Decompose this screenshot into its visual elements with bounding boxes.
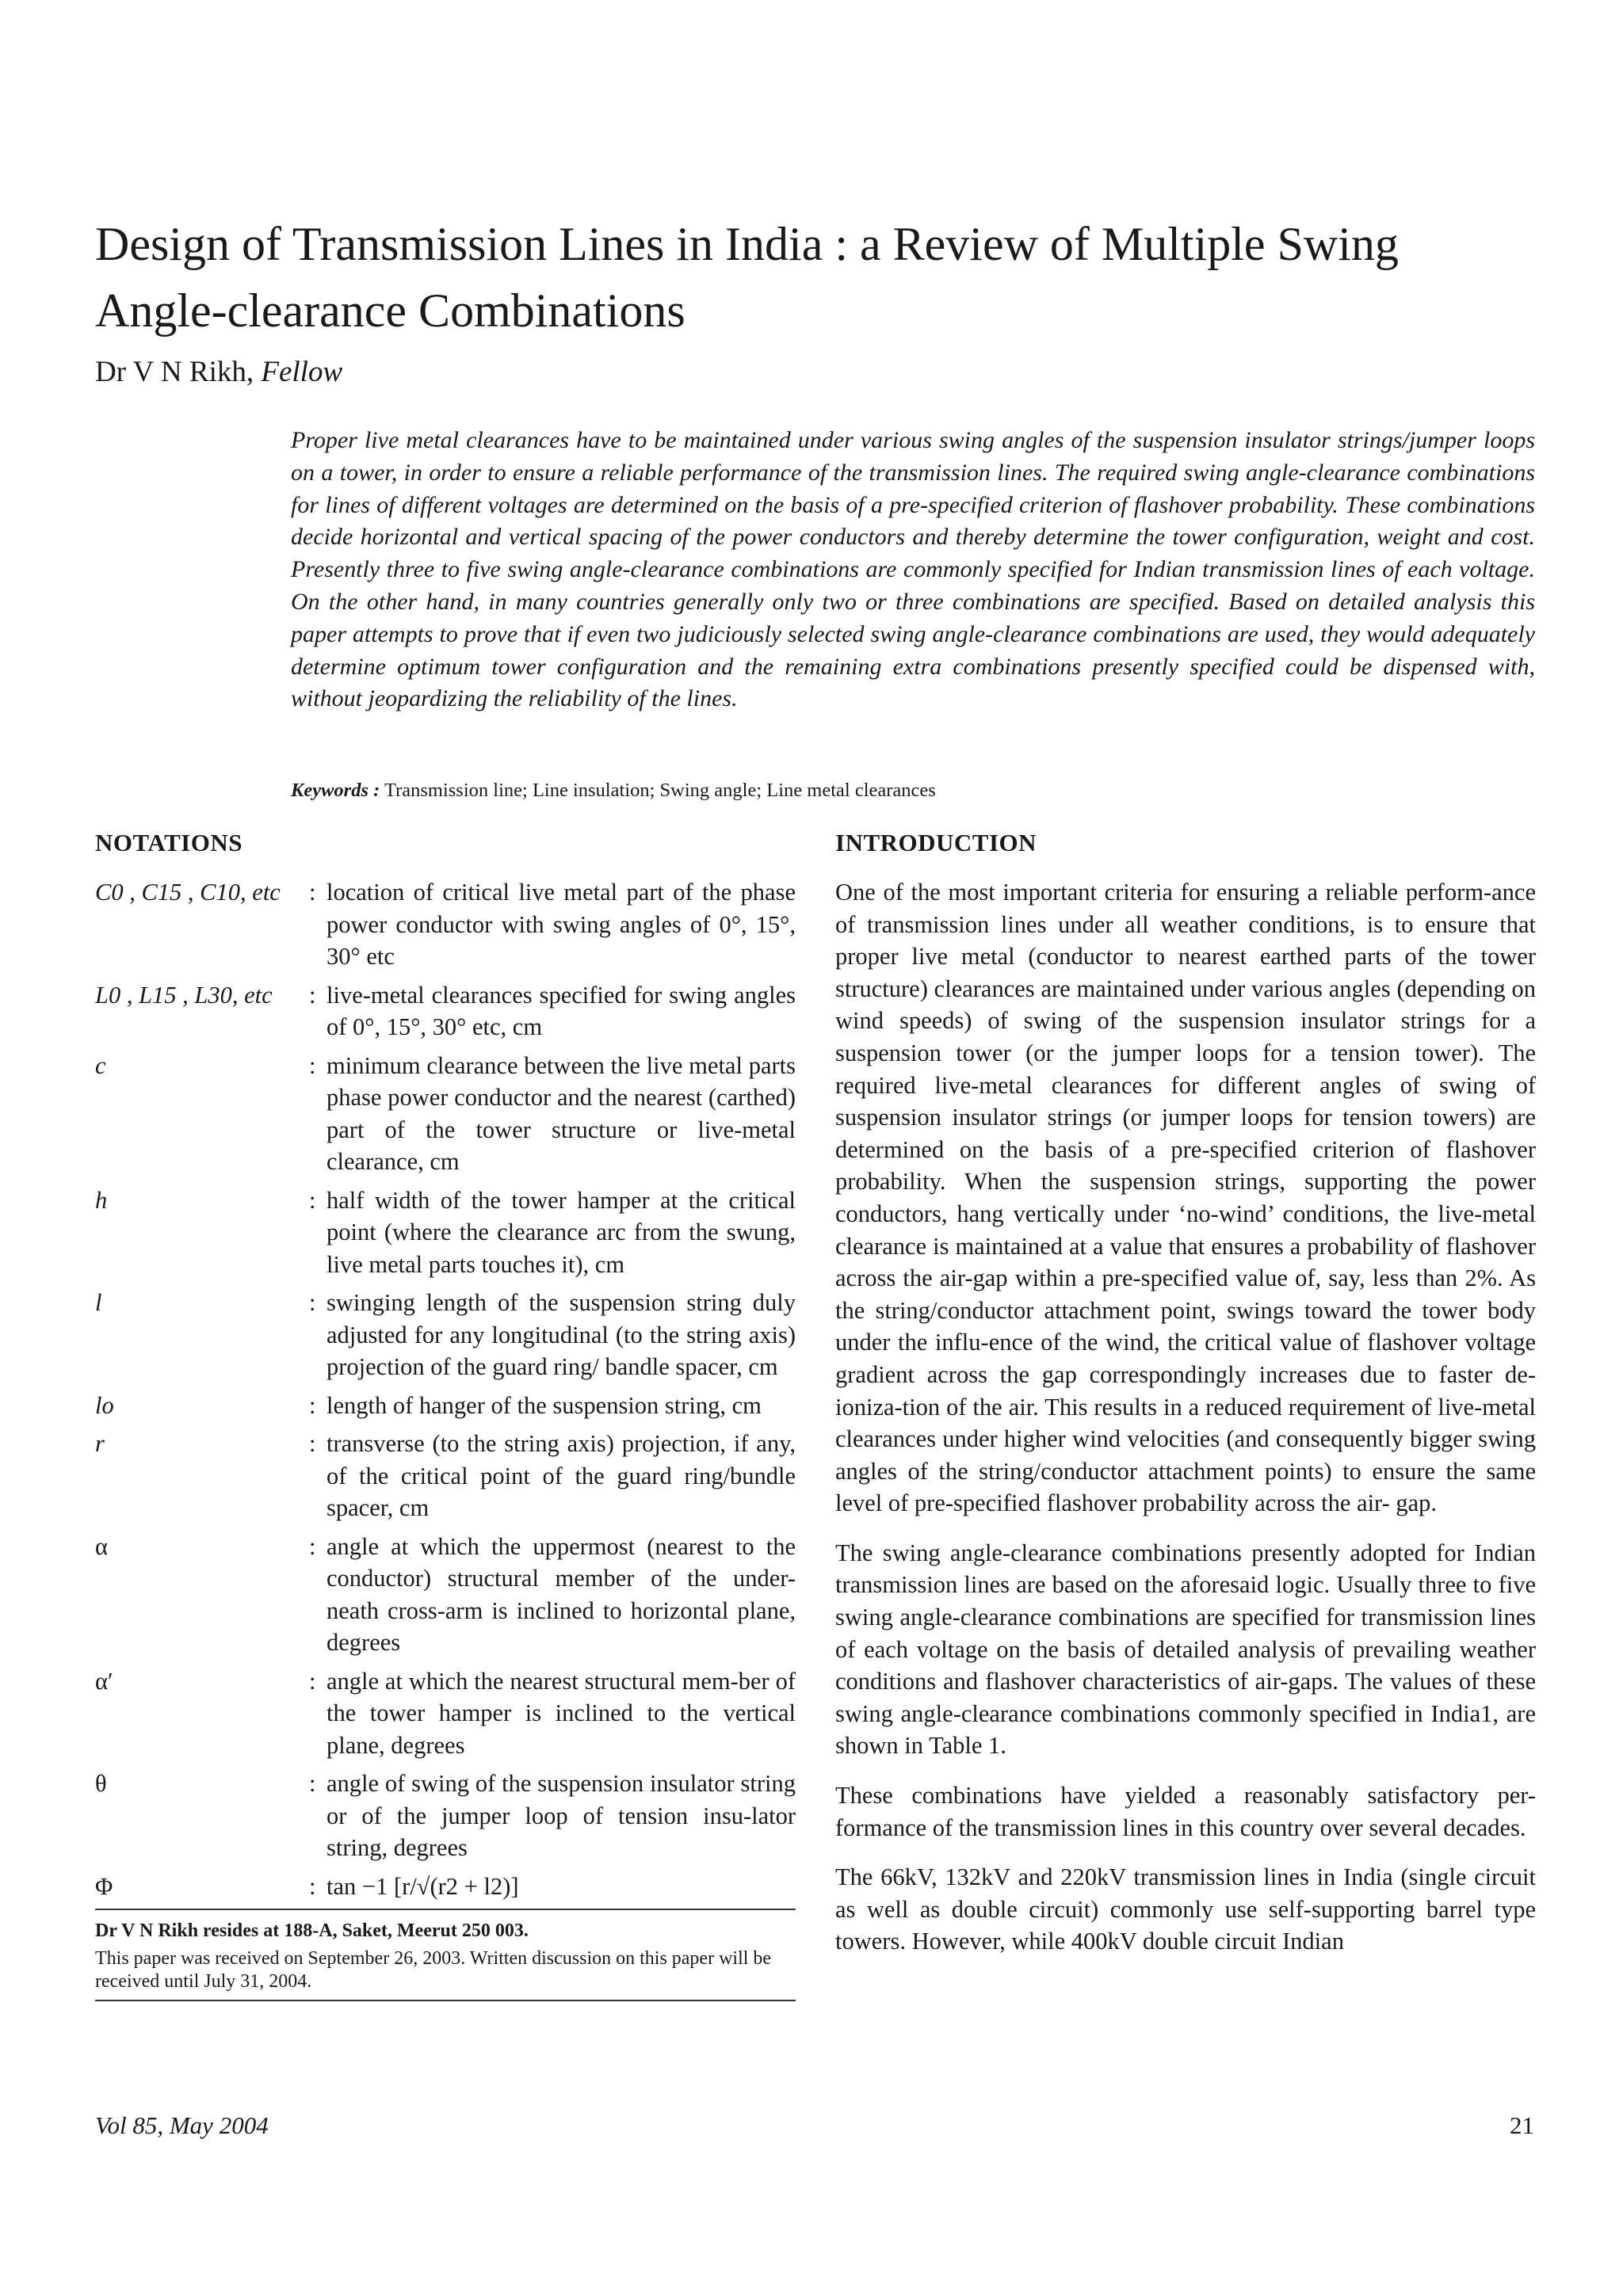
paper-title: Design of Transmission Lines in India : a Review of Multiple Swing Angle-clearance Combinations <box>95 218 1399 337</box>
footnote-divider <box>95 1909 796 1910</box>
notation-row: L0 , L15 , L30, etc : live-metal clearances specified for swing angles of 0°, 15°, 30° etc, cm <box>95 979 796 1043</box>
notation-symbol: lo <box>95 1391 114 1419</box>
keywords-label: Keywords : <box>291 780 380 801</box>
notation-description: tan −1 [r/√(r2 + l2)] <box>327 1872 519 1900</box>
notation-description: angle at which the uppermost (nearest to the conductor) structural member of the under-neath cross-arm is inclined to horizontal plane, degrees <box>327 1532 796 1656</box>
notation-row: α′ : angle at which the nearest structural mem-ber of the tower hamper is inclined to the vertical plane, degrees <box>95 1665 796 1762</box>
author-role: Fellow <box>261 356 343 388</box>
notation-row: θ : angle of swing of the suspension insulator string or of the jumper loop of tension insu-lator string, degrees <box>95 1768 796 1864</box>
keywords <box>291 780 936 802</box>
right-column <box>835 829 1536 1975</box>
notation-row: c : minimum clearance between the live metal parts phase power conductor and the nearest (carthed) part of the tower structure or live-metal clearance, cm <box>95 1050 796 1178</box>
notation-symbol: l <box>95 1289 102 1316</box>
abstract: Proper live metal clearances have to be maintained under various swing angles of the suspension insulator strings/jumper loops on a tower, in order to ensure a reliable performance of the transmission lines. The required swing angle-clearance combinations for lines of different voltages are determined on the basis of a pre-specified criterion of flashover probability. These combinations decide horizontal and vertical spacing of the power conductors and thereby determine the tower configuration, weight and cost. Presently three to five swing angle-clearance combinations are commonly specified for Indian transmission lines of each voltage. On the other hand, in many countries generally only two or three combinations are specified. Based on detailed analysis this paper attempts to prove that if even two judiciously selected swing angle-clearance combinations are used, they would adequately determine optimum tower configuration and the remaining extra combinations presently specified could be dispensed with, without jeopardizing the reliability of the lines. <box>291 427 1535 712</box>
notation-symbol: θ <box>95 1770 107 1797</box>
notation-symbol: C0 , C15 , C10, etc <box>95 879 281 906</box>
footnote <box>95 1920 796 1993</box>
intro-paragraph: One of the most important criteria for ensuring a reliable perform-ance of transmission lines under all weather conditions, is to ensure that proper live metal (conductor to nearest earthed parts of the tower structure) clearances are maintained under various angles (depending on wind speeds) of swing of the suspension insulator strings for a suspension tower (or the jumper loops for a tension tower). The required live-metal clearances for different angles of swing of suspension insulator strings (or jumper loops for tension towers) are determined on the basis of a pre-specified criterion of flashover probability. When the suspension strings, supporting the power conductors, hang vertically under ‘no-wind’ conditions, the live-metal clearance is maintained at a value that ensures a probability of flashover across the air-gap within a pre-specified value of, say, less than 2%. As the string/conductor attachment point, swings toward the tower body under the influ-ence of the wind, the critical value of flashover voltage gradient across the gap correspondingly increases due to faster de-ioniza-tion of the air. This results in a reduced requirement of live-metal clearances under higher wind velocities (and consequently bigger swing angles of the string/conductor attachment points) to ensure the same level of pre-specified flashover probability across the air- gap. <box>835 879 1536 1517</box>
left-column <box>95 829 796 2001</box>
author-address: Dr V N Rikh resides at 188-A, Saket, Meerut 250 003. <box>95 1920 529 1941</box>
notation-symbol: Φ <box>95 1872 113 1900</box>
notation-description: angle at which the nearest structural mem-ber of the tower hamper is inclined to the vertical plane, degrees <box>327 1667 796 1759</box>
page-number: 21 <box>1510 2111 1534 2139</box>
author-line <box>95 355 342 389</box>
notation-row: h : half width of the tower hamper at the critical point (where the clearance arc from the swung, live metal parts touches it), cm <box>95 1184 796 1281</box>
notation-row: l : swinging length of the suspension string duly adjusted for any longitudinal (to the string axis) projection of the guard ring/ bandle spacer, cm <box>95 1287 796 1383</box>
notation-description: half width of the tower hamper at the critical point (where the clearance arc from the swung, live metal parts touches it), cm <box>327 1186 796 1278</box>
notations-list <box>95 876 796 1902</box>
notation-row: r : transverse (to the string axis) projection, if any, of the critical point of the guard ring/bundle spacer, cm <box>95 1428 796 1524</box>
notation-description: transverse (to the string axis) projection, if any, of the critical point of the guard ring/bundle spacer, cm <box>327 1430 796 1521</box>
received-note: This paper was received on September 26, 2003. Written discussion on this paper will be received until July 31, 2004. <box>95 1948 772 1992</box>
author-name: Dr V N Rikh, <box>95 356 254 388</box>
intro-paragraph: The swing angle-clearance combinations presently adopted for Indian transmission lines are based on the aforesaid logic. Usually three to five swing angle-clearance combinations are specified for transmission lines of each voltage on the basis of detailed analysis of prevailing weather conditions and flashover characteristics of air-gaps. The values of these swing angle-clearance combinations commonly specified in India1, are shown in Table 1. <box>835 1539 1536 1760</box>
notation-description: angle of swing of the suspension insulator string or of the jumper loop of tension insu-lator string, degrees <box>327 1770 796 1861</box>
notation-row: Φ : tan −1 [r/√(r2 + l2)] <box>95 1871 796 1903</box>
notation-description: swinging length of the suspension string duly adjusted for any longitudinal (to the string axis) projection of the guard ring/ bandle spacer, cm <box>327 1289 796 1380</box>
notation-symbol: r <box>95 1430 105 1457</box>
notation-row: α : angle at which the uppermost (nearest to the conductor) structural member of the under-neath cross-arm is inclined to horizontal plane, degrees <box>95 1531 796 1659</box>
notation-description: location of critical live metal part of the phase power conductor with swing angles of 0°, 15°, 30° etc <box>327 879 796 970</box>
notation-symbol: c <box>95 1051 106 1079</box>
notations-heading: NOTATIONS <box>95 829 242 856</box>
intro-paragraph: The 66kV, 132kV and 220kV transmission lines in India (single circuit as well as double circuit) commonly use self-supporting barrel type towers. However, while 400kV double circuit Indian <box>835 1863 1536 1955</box>
notation-description: live-metal clearances specified for swing angles of 0°, 15°, 30° etc, cm <box>327 981 796 1040</box>
notation-symbol: h <box>95 1186 108 1214</box>
notation-row: C0 , C15 , C10, etc : location of critical live metal part of the phase power conductor with swing angles of 0°, 15°, 30° etc <box>95 876 796 973</box>
notation-description: length of hanger of the suspension string, cm <box>327 1391 762 1419</box>
notation-description: minimum clearance between the live metal parts phase power conductor and the nearest (carthed) part of the tower structure or live-metal clearance, cm <box>327 1051 796 1175</box>
keywords-text: Transmission line; Line insulation; Swing angle; Line metal clearances <box>384 780 936 801</box>
journal-issue: Vol 85, May 2004 <box>95 2111 269 2139</box>
notation-symbol: α <box>95 1532 108 1560</box>
footnote-bottom-divider <box>95 2000 796 2001</box>
introduction-heading: INTRODUCTION <box>835 829 1037 856</box>
notation-symbol: α′ <box>95 1667 113 1695</box>
notation-symbol: L0 , L15 , L30, etc <box>95 981 273 1009</box>
notation-row: lo : length of hanger of the suspension string, cm <box>95 1390 796 1422</box>
intro-paragraph: These combinations have yielded a reasonably satisfactory per-formance of the transmission lines in this country over several decades. <box>835 1782 1536 1841</box>
